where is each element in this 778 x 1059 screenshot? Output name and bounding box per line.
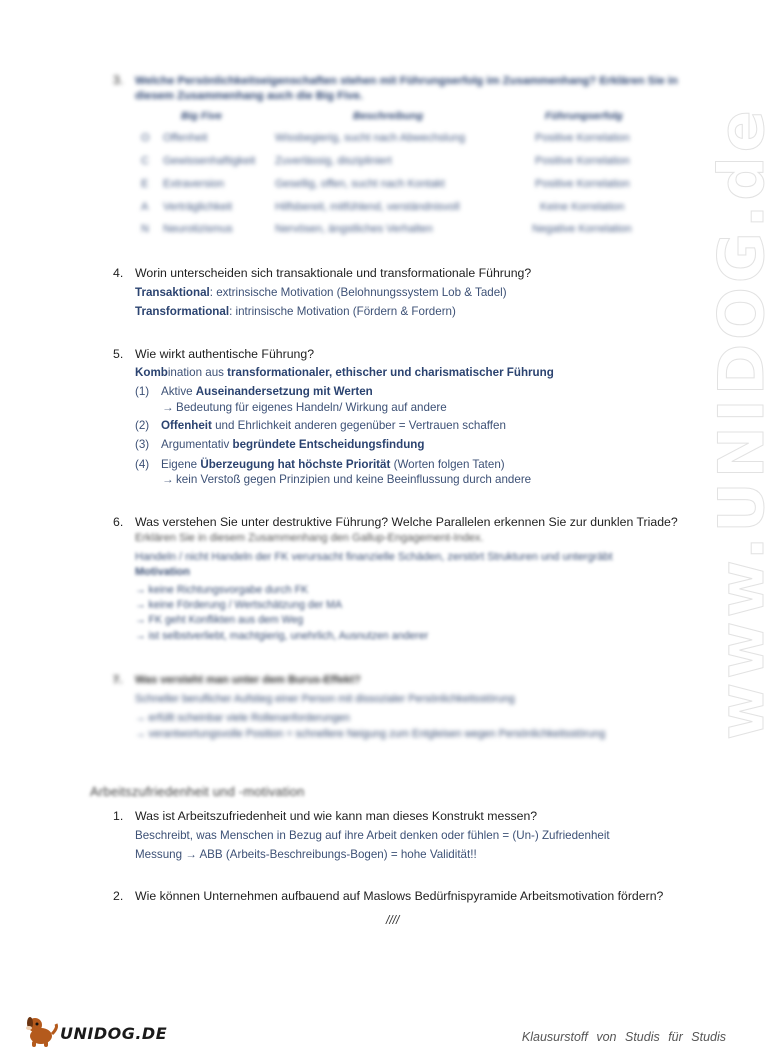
document-page: www.UNIDOG.de 3. Welche Persönlichkeitseigenschaften stehen mit Führungserfolg im Zusammenhang? Erklären Sie in diesem Zusammenhang auch die Big Five. Big Five Beschreibung Führungserfolg O Offenheit Wissbegierig, sucht nach Abwechslung Positive Korrelation C Gewissenhaftigkeit Zuverlässig, diszipliniert Positive Korrelation E Extraversion Gesellig, offen, sucht nach Kontakt Positive Korrelation A Verträglichkeit Hilfsbereit, mitfühlend, verständnisvoll Keine Korrelation N Neurotizismus Nervösen, ängstliches Verhalten Negative Korrelation 4. Worin unterscheiden sich transaktionale und transformationale Führung? Transaktional: extrinsische Motivation (Belohnungssystem Lob & Tadel) Transformational: intrinsische Motivation (Fördern & Fordern) 5. Wie wirkt authentische Führung? Kombination aus transformationaler, ethischer und charismatischer Führung (1) Aktive Auseinandersetzung mit Werten → Bedeutung für eigenes Handeln/ Wirkung auf andere (2) Offenheit und Ehrlichkeit anderen gegenüber = Vertrauen schaffen (3) Argumentativ begründete Entscheidungsfindung (4) Eigene Überzeugung hat höchste Priorität (Worten folgen Taten) → kein Verstoß gegen Prinzipien und keine Beeinflussung durch andere 6. Was verstehen Sie unter destruktive Führung? Welche Parallelen erkennen Sie zur dunklen Triade? Erklären Sie in diesem Zusammenhang den Gallup-Engagement-Index. Handeln / nicht Handeln der FK verursacht finanzielle Schäden, zerstört Strukturen und untergräbt Motivation → keine Richtungsvorgabe durch FK → keine Förderung / Wertschätzung der MA → FK geht Konflikten aus dem Weg → ist selbstverliebt, machtgierig, unehrlich, Ausnutzen anderer 7. Was versteht man unter dem Burus-Effekt? Schneller beruflicher Aufstieg einer Person mit dissozialer Persönlichkeitsstörung → erfüllt scheinbar viele Rollenanforderungen → verantwortungsvolle Position = schnellere Neigung zum Entgleisen wegen Persönlichkeitsstörung Arbeitszufriedenheit und -motivation 1. Was ist Arbeitszufriedenheit und wie kann man dieses Konstrukt messen? Beschreibt, was Menschen in Bezug auf ihre Arbeit denken oder fühlen = (Un-) Zufriedenheit Messung → ABB (Arbeits-Beschreibungs-Bogen) = hohe Validität!! 2. Wie können Unternehmen aufbauend auf Maslows Bedürfnispyramide Arbeitsmotivation fördern? //// UNIDOG.DE Klausurstoff von Studis für Studis (0, 0, 750, 1059)
list-item: (2) Offenheit und Ehrlichkeit anderen gegenüber = Vertrauen schaffen (135, 419, 506, 432)
table-row: A Verträglichkeit Hilfsbereit, mitfühlend, verständnisvoll Keine Korrelation (141, 201, 625, 213)
list-subitem: → Bedeutung für eigenes Handeln/ Wirkung auf andere (162, 401, 447, 414)
table-header: Big Five (181, 110, 222, 122)
answer-line: Beschreibt, was Menschen in Bezug auf ihre Arbeit denken oder fühlen = (Un-) Zufriedenheit (135, 829, 610, 842)
list-item: (4) Eigene Überzeugung hat höchste Priorität (Worten folgen Taten) (135, 458, 505, 471)
arrow-right-icon: → (135, 599, 146, 611)
question-3: 3. Welche Persönlichkeitseigenschaften stehen mit Führungserfolg im Zusammenhang? Erklären Sie in (113, 73, 678, 87)
question-6: 6. Was verstehen Sie unter destruktive Führung? Welche Parallelen erkennen Sie zur dunklen Triade? (113, 515, 678, 529)
list-item: (1) Aktive Auseinandersetzung mit Werten (135, 385, 373, 398)
section-question-1: 1. Was ist Arbeitszufriedenheit und wie kann man dieses Konstrukt messen? (113, 809, 538, 823)
question-7: 7. Was versteht man unter dem Burus-Effekt? (113, 674, 361, 686)
list-subitem: → kein Verstoß gegen Prinzipien und keine Beeinflussung durch andere (162, 473, 532, 486)
arrow-right-icon: → (135, 614, 146, 626)
answer-intro: Kombination aus transformationaler, ethischer und charismatischer Führung (135, 366, 554, 379)
table-row: C Gewissenhaftigkeit Zuverlässig, diszipliniert Positive Korrelation (141, 155, 630, 167)
arrow-right-icon: → (135, 630, 146, 642)
answer-line: Transaktional: extrinsische Motivation (Belohnungssystem Lob & Tadel) (135, 286, 507, 299)
arrow-right-icon: → (135, 728, 146, 740)
watermark: www.UNIDOG.de (705, 106, 778, 740)
unidog-logo (24, 1014, 168, 1048)
table-header: Führungserfolg (545, 110, 623, 122)
answer-line: Messung → ABB (Arbeits-Beschreibungs-Bogen) = hohe Validität!! (135, 848, 477, 861)
brand-name: UNIDOG.DE (60, 1024, 168, 1043)
arrow-right-icon: → (185, 848, 197, 861)
question-5: 5. Wie wirkt authentische Führung? (113, 347, 315, 361)
table-header: Beschreibung (353, 110, 424, 122)
list-item: (3) Argumentativ begründete Entscheidungsfindung (135, 438, 425, 451)
footer-slogan: Klausurstoff von Studis für Studis (521, 1030, 726, 1044)
table-row: N Neurotizismus Nervösen, ängstliches Verhalten Negative Korrelation (141, 223, 632, 235)
arrow-right-icon: → (135, 712, 146, 724)
table-row: E Extraversion Gesellig, offen, sucht nach Kontakt Positive Korrelation (141, 178, 630, 190)
arrow-right-icon: → (162, 473, 174, 486)
arrow-right-icon: → (162, 401, 174, 414)
answer-line: Transformational: intrinsische Motivation (Fördern & Fordern) (135, 305, 456, 318)
question-3-line2: diesem Zusammenhang auch die Big Five. (135, 90, 363, 102)
arrow-right-icon: → (135, 584, 146, 596)
dog-icon (24, 1014, 60, 1048)
section-heading: Arbeitszufriedenheit und -motivation (90, 784, 305, 799)
section-question-2: 2. Wie können Unternehmen aufbauend auf Maslows Bedürfnispyramide Arbeitsmotivation fördern? (113, 889, 664, 903)
placeholder-marks: //// (386, 913, 400, 927)
table-row: O Offenheit Wissbegierig, sucht nach Abwechslung Positive Korrelation (141, 132, 630, 144)
question-4: 4. Worin unterscheiden sich transaktionale und transformationale Führung? (113, 266, 532, 280)
